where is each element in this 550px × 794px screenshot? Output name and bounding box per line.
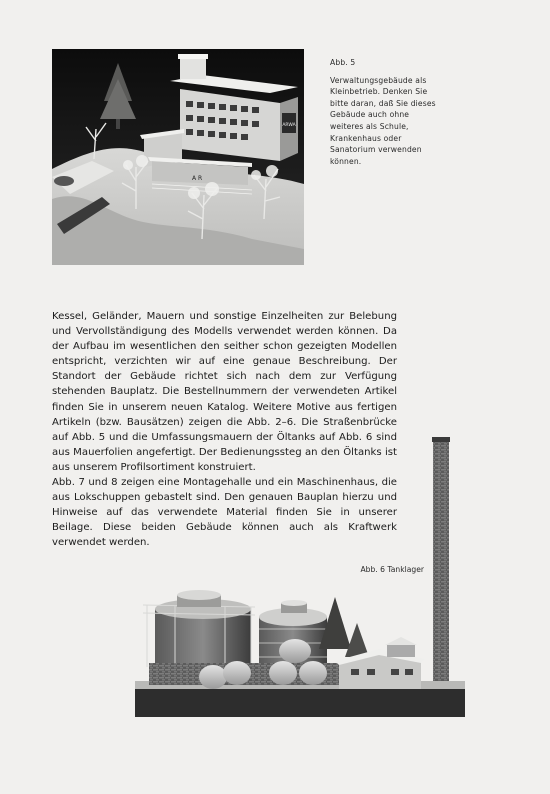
figure-5-caption-text: Verwaltungsgebäude als Kleinbetrieb. Denken Sie bitte daran, daß Sie dieses Gebäude auch ohne weiteres als Schule, Krankenhaus oder Sanatorium verwenden können.	[330, 75, 436, 166]
figure-6-caption: Abb. 6 Tanklager	[360, 565, 424, 574]
building-sign: ARWA	[282, 123, 296, 128]
figure-5-label: Abb. 5	[330, 58, 356, 67]
body-paragraph-1: Kessel, Geländer, Mauern und sonstige Einzelheiten zur Belebung und Vervollständigung des Modells verwendet werden können. Da der Aufbau im wesentlichen den seither schon gezeigten Modellen entspricht, verzichten wir auf eine genaue Beschreibung. Der Standort der Gebäude richtet sich nach dem zur Verfügung stehenden Bauplatz. Die Bestellnummern der verwendeten Artikel finden Sie in unserem neuen Katalog. Weitere Motive aus fertigen Artikeln (bzw. Bausätzen) zeigen die Abb. 2–6. Die Straßenbrücke auf Abb. 5 und die Umfassungsmauern der Öltanks auf Abb. 6 sind aus Mauerfolien angefertigt. Der Bedienungssteg an den Öltanks ist aus unserem Profilsortiment konstruiert.	[52, 311, 397, 473]
figure-6-photo	[135, 437, 465, 717]
figure-5-caption	[330, 57, 440, 167]
figure-5-photo	[52, 49, 304, 265]
fence-letters: A R	[192, 175, 203, 182]
body-paragraph-2: Abb. 7 und 8 zeigen eine Montagehalle und ein Maschinenhaus, die aus Lokschuppen gebastelt sind. Den genauen Bauplan hierzu und Hinweise auf das verwendete Material finden Sie in unserer Beilage. Diese beiden Gebäude können auch als Kraftwerk verwendet werden.	[52, 477, 397, 549]
